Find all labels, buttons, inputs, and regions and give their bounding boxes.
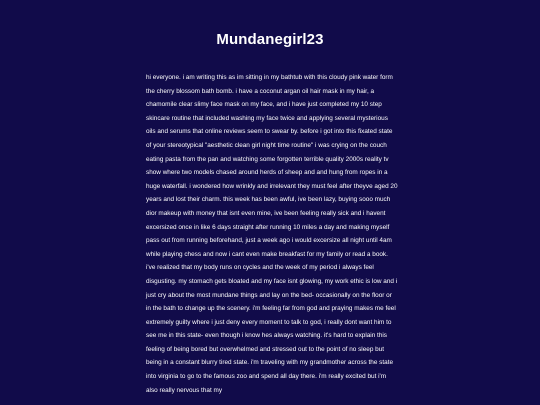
post-body-text: hi everyone. i am writing this as im sitting in my bathtub with this cloudy pink water form the cherry blossom bath bomb. i have a coconut argan oil hair mask in my hair, a chamomile clear slimy face mask on my face, and i have just completed my 10 step skincare routine that included washing my face twice and applying several mysterious oils and serums that online reviews seem to swear by. before i got into this fixated state of your stereotypical "aesthetic clean girl night time routine" i was crying on the couch eating pasta from the pan and watching some forgotten terrible quality 2000s reality tv show where two models chased around herds of sheep and and hung from ropes in a huge waterfall. i wondered how wrinkly and irrelevant they must feel after theyve aged 20 years and lost their charm. this week has been awful, ive been lazy, buying sooo much dior makeup with money that isnt even mine, ive been feeling really sick and i havent excersized once in like 6 days straight after running 10 miles a day and making myself pass out from running beforehand, just a week ago i would excersize all night until 4am while playing chess and now i cant even make breakfast for my family or read a book. i've realized that my body runs on cycles and the week of my period i always feel disgusting. my stomach gets bloated and my face isnt glowing, my work ethic is low and i just cry about the most mundane things and lay on the bed- occasionally on the floor or in the bath to change up the scenery. i'm feeling far from god and praying makes me feel extremely guilty where i just deny every moment to talk to god, i really dont want him to see me in this state- even though i know hes always watching. it's hard to explain this feeling of being bored but overwhelmed and stressed out to the point of no sleep but being in a constant blurry tired state. i'm traveling with my grandmother across the state into virginia to go to the famous zoo and spend all day there. i'm really excited but i'm also really nervous that my — [146, 74, 398, 394]
blog-title[interactable]: Mundanegirl23 — [216, 31, 324, 48]
